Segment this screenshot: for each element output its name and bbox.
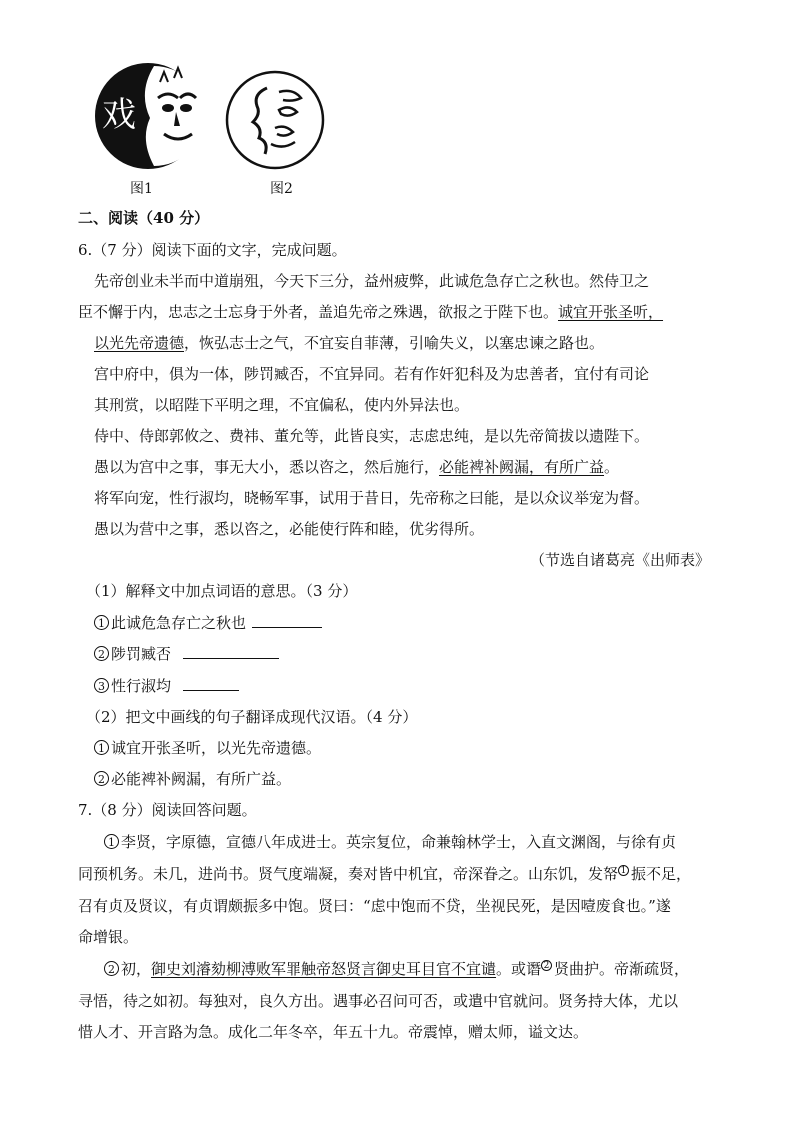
- q6-passage-line: [78, 302, 728, 322]
- q6-sub-question-2: （2）把文中画线的句子翻译成现代汉语。（4 分）: [86, 708, 418, 726]
- figure-2-image: [223, 70, 327, 170]
- q7-text: 振不足，: [631, 865, 692, 883]
- item-text: 必能裨补阙漏，有所广益。: [111, 770, 292, 788]
- q6-underlined-sentence-2: 必能裨补阙漏，有所广益: [439, 458, 605, 476]
- q6-passage-line: [78, 333, 744, 353]
- q7-text: 贤曲护。帝渐疏贤，: [554, 960, 690, 978]
- footnote-marker: 1: [618, 865, 629, 876]
- q6-sub-question-1: （1）解释文中加点词语的意思。（3 分）: [86, 582, 358, 600]
- q7-passage-line: 命增银。: [78, 928, 139, 946]
- q7-passage-line: 寻悟，待之如初。每独对，良久方出。遇事必召问可否，或遣中官就问。贤务持大体，尤以: [78, 992, 679, 1010]
- circled-number: 3: [94, 678, 109, 693]
- q7-text: 初，: [121, 960, 152, 978]
- item-text: 性行淑均: [111, 677, 172, 695]
- answer-blank[interactable]: [252, 613, 322, 628]
- q6-text: 臣不懈于内，忠志之士忘身于外者，盖追先帝之殊遇，欲报之于陛下也。: [78, 303, 559, 321]
- q6-sub1-item: [78, 676, 744, 696]
- q6-source: （节选自诸葛亮《出师表》: [529, 551, 710, 569]
- q7-text: 李贤，字原德，宣德八年成进士。英宗复位，命兼翰林学士，入直文渊阁，与徐有贞: [121, 833, 677, 851]
- circled-number: 1: [104, 834, 119, 849]
- q6-text: 愚以为宫中之事，事无大小，悉以咨之，然后施行，: [94, 458, 440, 476]
- q6-underlined-sentence-1: 诚宜开张圣听，: [558, 303, 664, 321]
- q6-passage-line: 其刑赏，以昭陛下平明之理，不宜偏私，使内外异法也。: [94, 396, 470, 414]
- q6-passage-line: [78, 457, 744, 477]
- q7-passage-line: [78, 832, 754, 852]
- q6-passage-line: 先帝创业未半而中道崩殂，今天下三分，益州疲弊，此诚危急存亡之秋也。然侍卫之: [94, 272, 650, 290]
- q7-passage-line: 召有贞及贤议，有贞谓颇振多中饱。贤曰：“虑中饱而不贷，坐视民死，是因噎废食也。”遂: [78, 897, 671, 915]
- q6-sub1-item: [78, 613, 744, 633]
- circled-number: 2: [94, 646, 109, 661]
- q6-underlined-sentence-1-cont: 以光先帝遗德: [94, 334, 185, 352]
- fig1-glyph: 戏: [102, 95, 136, 135]
- q6-sub2-item: [78, 769, 744, 789]
- q6-passage-line: 愚以为营中之事，悉以咨之，必能使行阵和睦，优劣得所。: [94, 520, 485, 538]
- figure-2-caption: 图2: [270, 181, 293, 197]
- item-text: 诚宜开张圣听，以光先帝遗德。: [111, 739, 322, 757]
- q7-text: 同预机务。未几，进尚书。贤气度端凝，奏对皆中机宜，帝深眷之。山东饥，发帑: [78, 865, 619, 883]
- q7-passage-line: [78, 959, 754, 979]
- circled-number: 1: [94, 615, 109, 630]
- q6-passage-line: 将军向宠，性行淑均，晓畅军事，试用于昔日，先帝称之曰能，是以众议举宠为督。: [94, 489, 650, 507]
- q6-title: 6.（7 分）阅读下面的文字，完成问题。: [78, 241, 347, 259]
- circled-number: 1: [94, 740, 109, 755]
- circled-number: 2: [104, 961, 119, 976]
- q6-text: 。: [604, 458, 620, 476]
- q7-passage-line: [78, 864, 728, 884]
- q7-underlined-sentence: 御史刘濬劾柳溥败军罪触帝怒贤言御史耳目官不宜谴: [151, 960, 497, 978]
- opera-mask-circle-icon: [94, 62, 202, 170]
- figure-1-image: [94, 62, 202, 170]
- circled-number: 2: [94, 771, 109, 786]
- answer-blank[interactable]: [183, 676, 239, 691]
- q7-title: 7.（8 分）阅读回答问题。: [78, 801, 257, 819]
- q6-text: ，恢弘志士之气，不宜妄自菲薄，引喻失义，以塞忠谏之路也。: [184, 334, 605, 352]
- section-title: 二、阅读（40 分）: [78, 209, 210, 227]
- answer-blank[interactable]: [183, 644, 279, 659]
- q7-text: 。或谮: [496, 960, 542, 978]
- q6-passage-line: 侍中、侍郎郭攸之、费祎、董允等，此皆良实，志虑忠纯，是以先帝简拔以遗陛下。: [94, 427, 650, 445]
- q7-passage-line: 惜人才、开言路为急。成化二年冬卒，年五十九。帝震悼，赠太师，谥文达。: [78, 1023, 589, 1041]
- item-text: 陟罚臧否: [111, 645, 172, 663]
- q6-passage-line: 宫中府中，俱为一体，陟罚臧否，不宜异同。若有作奸犯科及为忠善者，宜付有司论: [94, 365, 650, 383]
- item-text: 此诚危急存亡之秋也: [111, 614, 247, 632]
- figure-1-caption: 图1: [130, 181, 153, 197]
- q6-sub1-item: [78, 644, 744, 664]
- opera-face-outline-icon: [223, 70, 327, 170]
- q6-sub2-item: [78, 738, 744, 758]
- footnote-marker: 2: [541, 960, 552, 971]
